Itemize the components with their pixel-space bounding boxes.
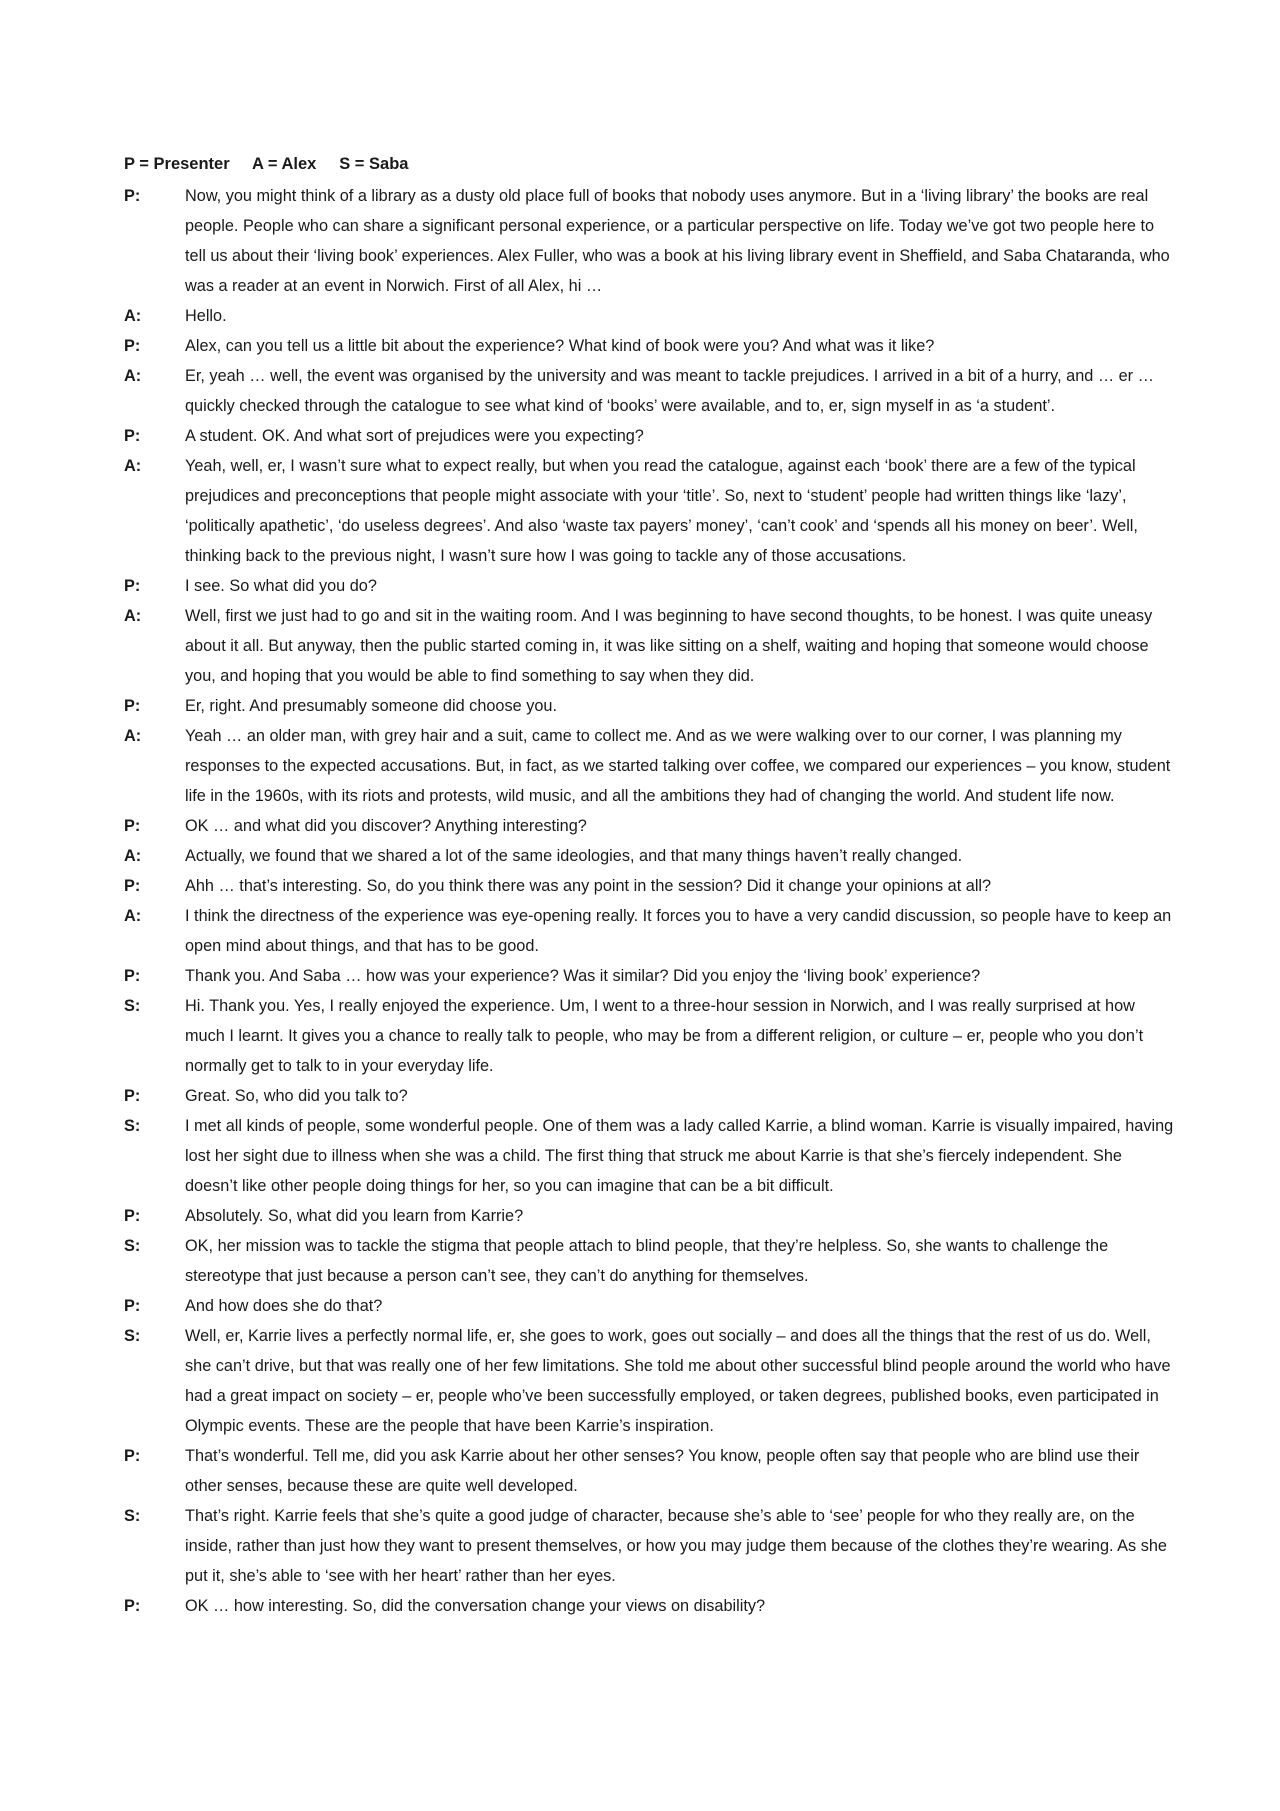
- speaker-label: P:: [124, 187, 141, 205]
- transcript-turn: [124, 811, 1174, 841]
- speaker-label: A:: [124, 847, 142, 865]
- transcript-turn: [124, 1501, 1174, 1591]
- speech-text: Er, yeah … well, the event was organised by the university and was meant to tackle prejudices. I arrived in a bit of a hurry, and … er … quickly checked through the catalogue to see what kind of ‘books’ were available, and to, er, sign myself in as ‘a student’.: [185, 367, 1154, 415]
- transcript-turn: [124, 961, 1174, 991]
- speech-text: I see. So what did you do?: [185, 577, 377, 595]
- transcript-turn: [124, 841, 1174, 871]
- transcript: [124, 181, 1174, 1621]
- speech-text: I think the directness of the experience was eye-opening really. It forces you to have a very candid discussion, so people have to keep an open mind about things, and that has to be good.: [185, 907, 1172, 955]
- speaker-label: S:: [124, 997, 141, 1015]
- speaker-legend: P = Presenter A = Alex S = Saba: [124, 155, 409, 173]
- transcript-turn: [124, 1081, 1174, 1111]
- transcript-turn: [124, 901, 1174, 961]
- transcript-turn: [124, 1201, 1174, 1231]
- speaker-label: P:: [124, 1297, 141, 1315]
- speaker-label: S:: [124, 1117, 141, 1135]
- speech-text: A student. OK. And what sort of prejudices were you expecting?: [185, 427, 644, 445]
- transcript-turn: [124, 1111, 1174, 1201]
- speech-text: Ahh … that’s interesting. So, do you think there was any point in the session? Did it change your opinions at all?: [185, 877, 992, 895]
- speaker-label: P:: [124, 1207, 141, 1225]
- transcript-turn: [124, 721, 1174, 811]
- speech-text: I met all kinds of people, some wonderful people. One of them was a lady called Karrie, a blind woman. Karrie is visually impaired, having lost her sight due to illness when she was a child. The first thing that struck me about Karrie is that she’s fiercely independent. She doesn’t like other people doing things for her, so you can imagine that can be a bit difficult.: [185, 1117, 1174, 1195]
- speech-text: And how does she do that?: [185, 1297, 383, 1315]
- speech-text: That’s wonderful. Tell me, did you ask Karrie about her other senses? You know, people often say that people who are blind use their other senses, because these are quite well developed.: [185, 1447, 1140, 1495]
- speech-text: OK … and what did you discover? Anything interesting?: [185, 817, 587, 835]
- speaker-label: P:: [124, 577, 141, 595]
- speech-text: Hi. Thank you. Yes, I really enjoyed the experience. Um, I went to a three-hour session in Norwich, and I was really surprised at how much I learnt. It gives you a chance to really talk to people, who may be from a different religion, or culture – er, people who you don’t normally get to talk to in your everyday life.: [185, 997, 1144, 1075]
- speech-text: Well, first we just had to go and sit in the waiting room. And I was beginning to have second thoughts, to be honest. I was quite uneasy about it all. But anyway, then the public started coming in, it was like sitting on a shelf, waiting and hoping that someone would choose you, and hoping that you would be able to find something to say when they did.: [185, 607, 1153, 685]
- speech-text: Great. So, who did you talk to?: [185, 1087, 408, 1105]
- speech-text: That’s right. Karrie feels that she’s quite a good judge of character, because she’s able to ‘see’ people for who they really are, on the inside, rather than just how they want to present themselves, or how you may judge them because of the clothes they’re wearing. As she put it, she’s able to ‘see with her heart’ rather than her eyes.: [185, 1507, 1167, 1585]
- speaker-label: A:: [124, 367, 142, 385]
- speech-text: OK, her mission was to tackle the stigma that people attach to blind people, that they’re helpless. So, she wants to challenge the stereotype that just because a person can’t see, they can’t do anything for themselves.: [185, 1237, 1109, 1285]
- transcript-turn: [124, 421, 1174, 451]
- speech-text: Alex, can you tell us a little bit about the experience? What kind of book were you? And what was it like?: [185, 337, 935, 355]
- transcript-turn: [124, 361, 1174, 421]
- speech-text: Absolutely. So, what did you learn from Karrie?: [185, 1207, 524, 1225]
- speaker-label: A:: [124, 307, 142, 325]
- speaker-label: A:: [124, 907, 142, 925]
- transcript-turn: [124, 571, 1174, 601]
- speaker-label: P:: [124, 817, 141, 835]
- speaker-label: S:: [124, 1507, 141, 1525]
- speaker-label: P:: [124, 877, 141, 895]
- speaker-label: P:: [124, 1447, 141, 1465]
- speaker-label: P:: [124, 697, 141, 715]
- transcript-turn: [124, 991, 1174, 1081]
- transcript-turn: [124, 601, 1174, 691]
- transcript-turn: [124, 1291, 1174, 1321]
- speech-text: Now, you might think of a library as a dusty old place full of books that nobody uses anymore. But in a ‘living library’ the books are real people. People who can share a significant personal experience, or a particular perspective on life. Today we’ve got two people here to tell us about their ‘living book’ experiences. Alex Fuller, who was a book at his living library event in Sheffield, and Saba Chataranda, who was a reader at an event in Norwich. First of all Alex, hi …: [185, 187, 1170, 295]
- speaker-label: A:: [124, 727, 142, 745]
- transcript-turn: [124, 301, 1174, 331]
- speech-text: Er, right. And presumably someone did choose you.: [185, 697, 557, 715]
- speaker-label: P:: [124, 1597, 141, 1615]
- speech-text: Yeah, well, er, I wasn’t sure what to expect really, but when you read the catalogue, against each ‘book’ there are a few of the typical prejudices and preconceptions that people might associate with your ‘title’. So, next to ‘student’ people had written things like ‘lazy’, ‘politically apathetic’, ‘do useless degrees’. And also ‘waste tax payers’ money’, ‘can’t cook’ and ‘spends all his money on beer’. Well, thinking back to the previous night, I wasn’t sure how I was going to tackle any of those accusations.: [185, 457, 1138, 565]
- transcript-turn: [124, 691, 1174, 721]
- speaker-label: A:: [124, 607, 142, 625]
- speaker-label: P:: [124, 967, 141, 985]
- speech-text: OK … how interesting. So, did the conversation change your views on disability?: [185, 1597, 766, 1615]
- speech-text: Hello.: [185, 307, 227, 325]
- speech-text: Actually, we found that we shared a lot of the same ideologies, and that many things haven’t really changed.: [185, 847, 963, 865]
- transcript-turn: [124, 181, 1174, 301]
- speaker-label: S:: [124, 1327, 141, 1345]
- speaker-label: A:: [124, 457, 142, 475]
- transcript-turn: [124, 331, 1174, 361]
- speaker-label: P:: [124, 427, 141, 445]
- transcript-turn: [124, 1321, 1174, 1441]
- speaker-label: S:: [124, 1237, 141, 1255]
- speech-text: Thank you. And Saba … how was your experience? Was it similar? Did you enjoy the ‘living book’ experience?: [185, 967, 981, 985]
- transcript-turn: [124, 1441, 1174, 1501]
- speech-text: Yeah … an older man, with grey hair and a suit, came to collect me. And as we were walking over to our corner, I was planning my responses to the expected accusations. But, in fact, as we started talking over coffee, we compared our experiences – you know, student life in the 1960s, with its riots and protests, wild music, and all the ambitions they had of changing the world. And student life now.: [185, 727, 1171, 805]
- transcript-turn: [124, 451, 1174, 571]
- speaker-label: P:: [124, 1087, 141, 1105]
- speech-text: Well, er, Karrie lives a perfectly normal life, er, she goes to work, goes out socially – and does all the things that the rest of us do. Well, she can’t drive, but that was really one of her few limitations. She told me about other successful blind people around the world who have had a great impact on society – er, people who’ve been successfully employed, or taken degrees, published books, even participated in Olympic events. These are the people that have been Karrie’s inspiration.: [185, 1327, 1171, 1435]
- transcript-turn: [124, 1591, 1174, 1621]
- transcript-turn: [124, 1231, 1174, 1291]
- transcript-turn: [124, 871, 1174, 901]
- speaker-label: P:: [124, 337, 141, 355]
